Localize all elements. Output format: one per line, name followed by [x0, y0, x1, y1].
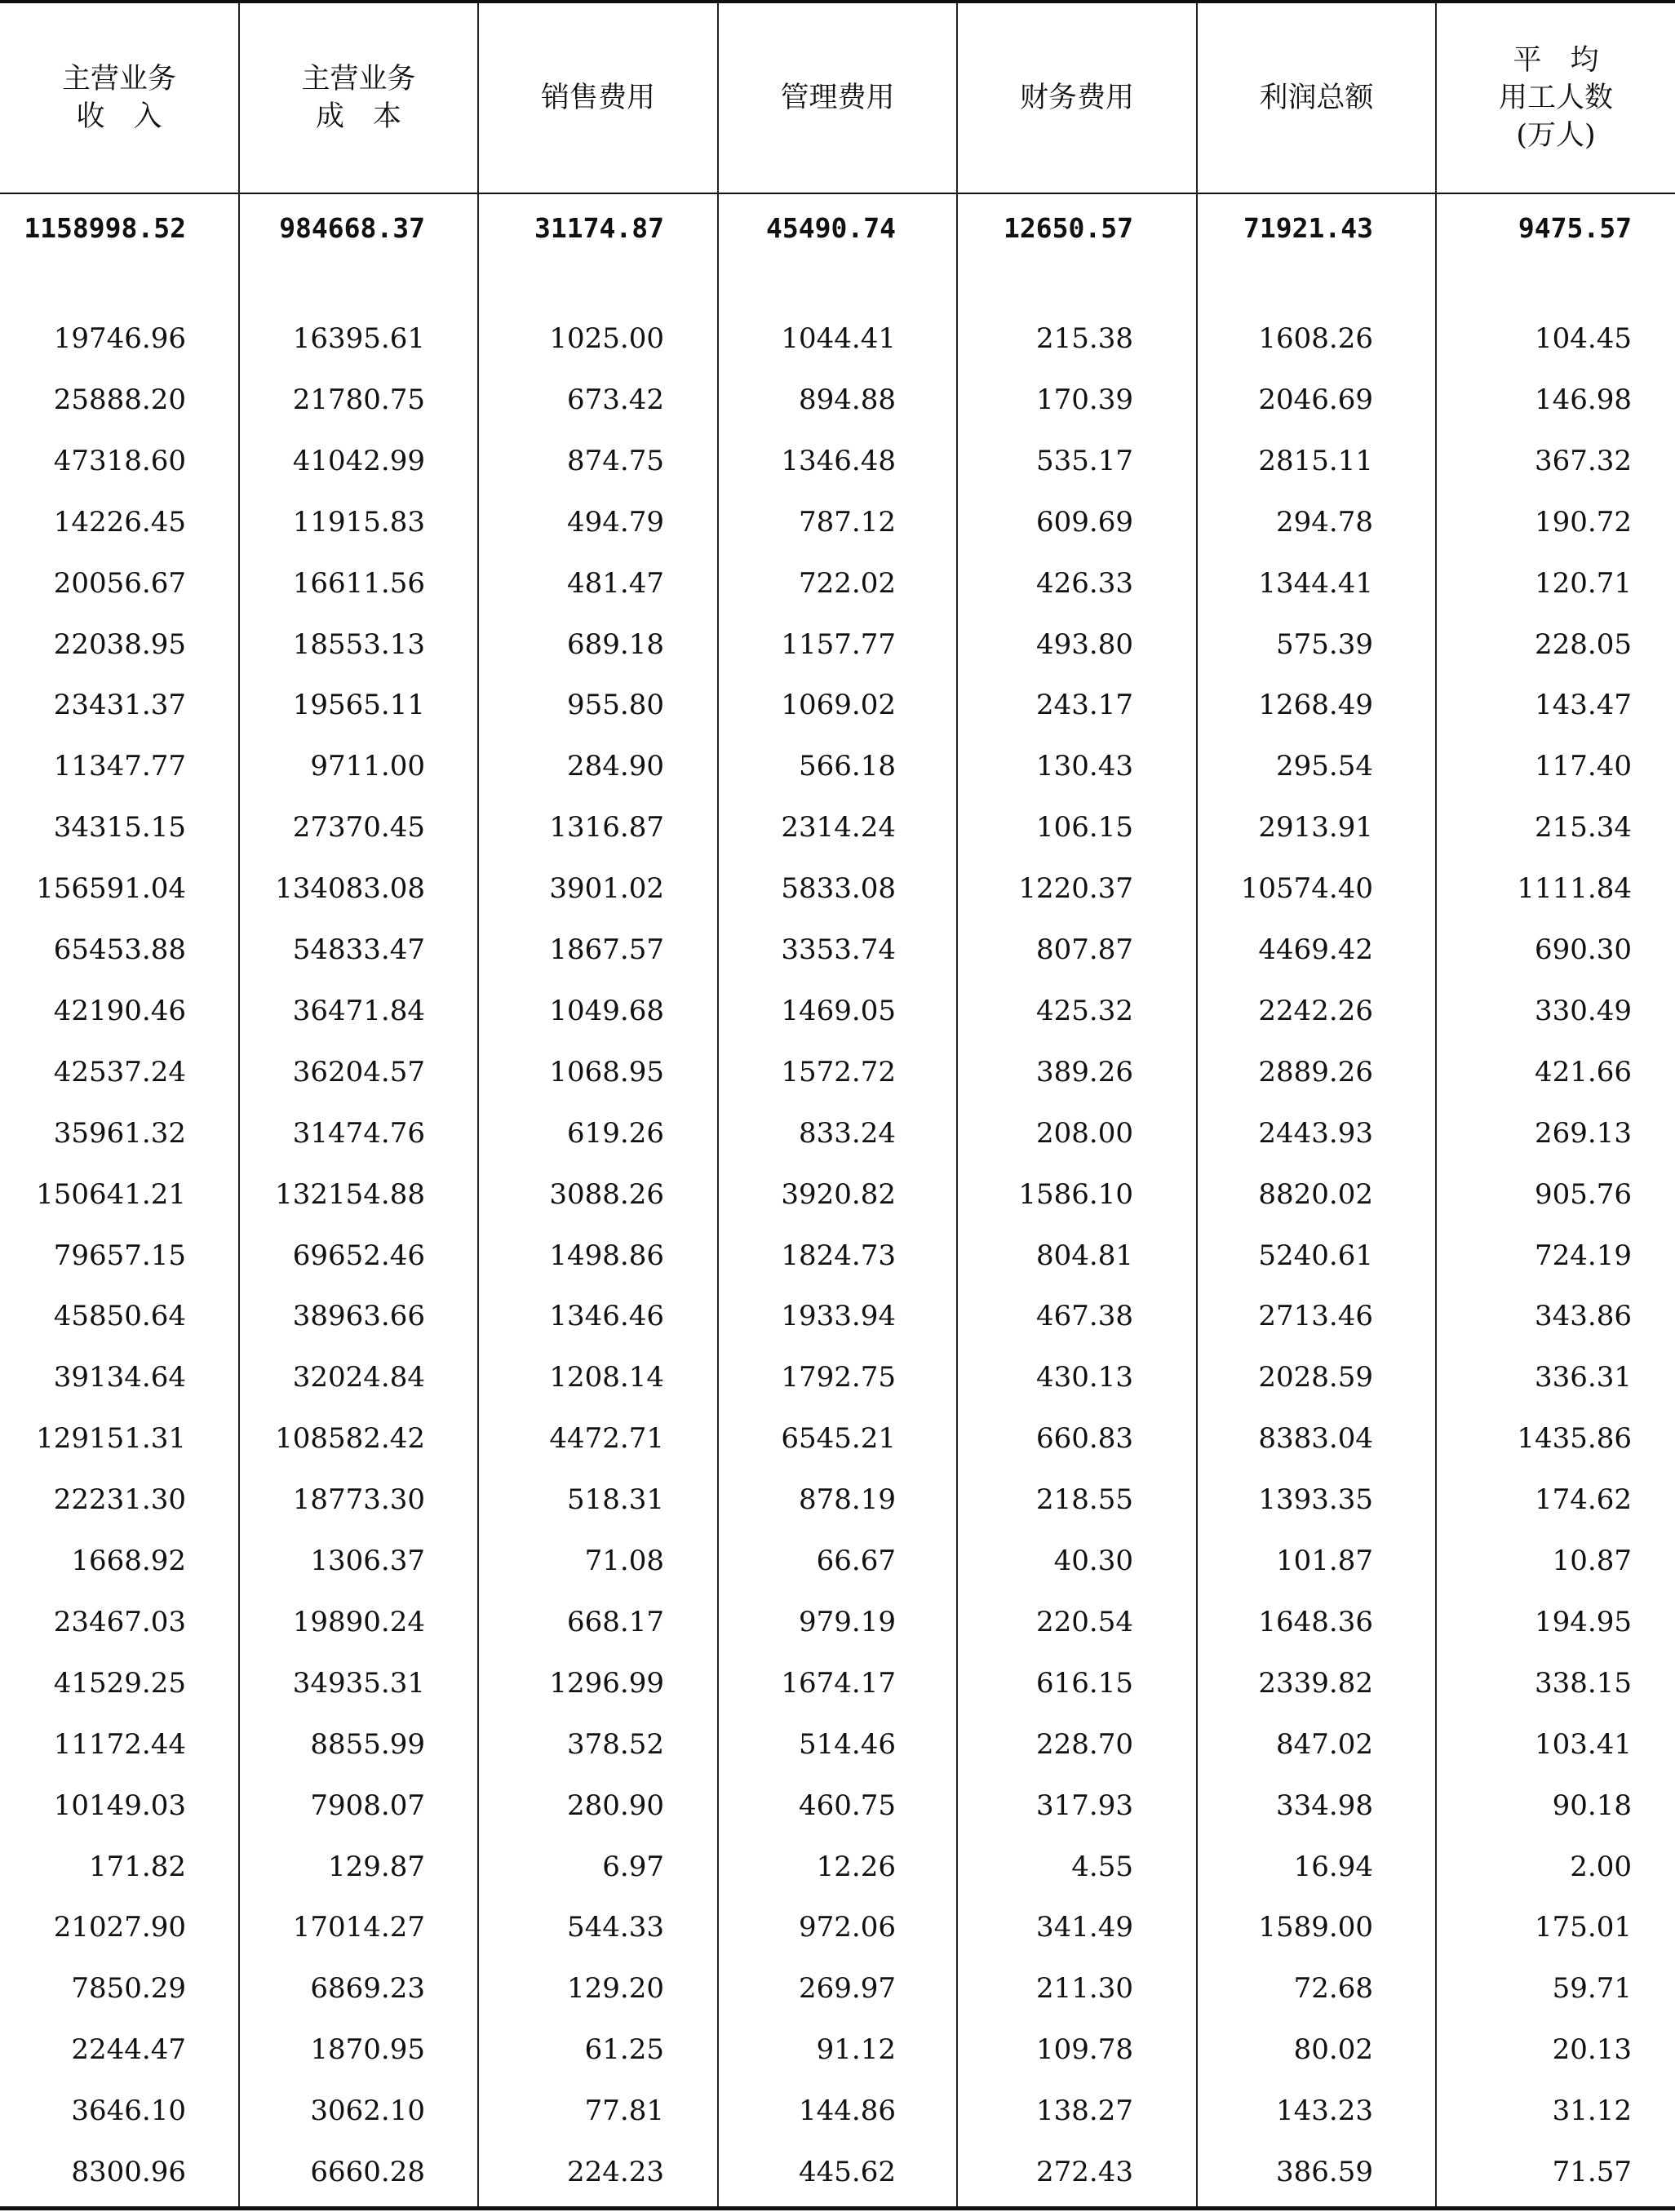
cell-financial: 211.30 [1036, 1972, 1133, 2006]
cell-cost: 19890.24 [292, 1605, 425, 1638]
cell-cost: 7908.07 [310, 1789, 425, 1822]
cell-cost: 11915.83 [292, 505, 425, 539]
cell-financial: 208.00 [1036, 1116, 1133, 1150]
cell-admin: 6545.21 [781, 1422, 896, 1456]
cell-profit: 1344.41 [1258, 566, 1373, 600]
cell-selling: 673.42 [567, 383, 664, 416]
header-admin-expense: 管理费用 [780, 82, 895, 114]
cell-financial: 341.49 [1036, 1911, 1133, 1944]
cell-selling: 61.25 [584, 2033, 664, 2067]
table-row [0, 742, 1675, 791]
cell-profit: 2339.82 [1258, 1666, 1373, 1700]
cell-revenue: 20056.67 [53, 566, 186, 600]
cell-profit: 334.98 [1276, 1789, 1373, 1822]
cell-cost: 21780.75 [292, 383, 425, 416]
table-row [0, 2025, 1675, 2074]
cell-employees: 175.01 [1535, 1911, 1632, 1944]
header-avg-employees: 平 均 用工人数 (万人) [1498, 44, 1613, 152]
cell-cost: 19565.11 [292, 689, 425, 722]
cell-profit: 2713.46 [1258, 1300, 1373, 1333]
cell-revenue: 14226.45 [53, 505, 186, 539]
cell-employees: 724.19 [1535, 1239, 1632, 1272]
table-row [0, 559, 1675, 608]
cell-cost: 18773.30 [292, 1483, 425, 1517]
cell-selling: 1049.68 [549, 994, 664, 1027]
cell-selling: 71.08 [584, 1545, 664, 1577]
cell-cost: 36471.84 [292, 994, 425, 1027]
cell-employees: 143.47 [1535, 689, 1632, 722]
cell-financial: 228.70 [1036, 1727, 1133, 1761]
cell-revenue: 7850.29 [71, 1972, 186, 2006]
cell-profit: 143.23 [1276, 2095, 1373, 2128]
cell-cost: 34935.31 [292, 1666, 425, 1700]
table-row [0, 1964, 1675, 2013]
cell-profit: 4469.42 [1258, 933, 1373, 966]
cell-employees: 1435.86 [1517, 1422, 1632, 1456]
cell-admin: 3920.82 [781, 1177, 896, 1211]
cell-selling: 1867.57 [549, 933, 664, 966]
cell-cost: 984668.37 [279, 212, 425, 244]
cell-revenue: 11347.77 [53, 750, 186, 783]
cell-admin: 1469.05 [781, 994, 896, 1027]
cell-financial: 609.69 [1036, 505, 1133, 539]
cell-profit: 10574.40 [1240, 872, 1373, 906]
cell-employees: 104.45 [1535, 322, 1632, 355]
table-row [0, 437, 1675, 485]
header-bottom-rule [0, 193, 1675, 194]
cell-admin: 972.06 [799, 1911, 896, 1944]
cell-cost: 129.87 [328, 1850, 425, 1883]
cell-profit: 847.02 [1276, 1727, 1373, 1761]
cell-employees: 367.32 [1535, 444, 1632, 477]
cell-financial: 317.93 [1036, 1789, 1133, 1822]
cell-financial: 493.80 [1036, 627, 1133, 661]
cell-profit: 101.87 [1276, 1545, 1373, 1577]
cell-admin: 1157.77 [781, 627, 896, 661]
cell-profit: 16.94 [1293, 1850, 1373, 1883]
cell-admin: 1044.41 [781, 322, 896, 355]
cell-financial: 616.15 [1036, 1666, 1133, 1700]
cell-cost: 36204.57 [292, 1055, 425, 1088]
cell-employees: 905.76 [1535, 1177, 1632, 1211]
header-main-revenue: 主营业务 收 入 [61, 63, 176, 133]
cell-employees: 31.12 [1552, 2095, 1632, 2128]
total-row [0, 204, 1675, 253]
cell-revenue: 39134.64 [53, 1361, 186, 1394]
cell-employees: 90.18 [1552, 1789, 1632, 1822]
table-row [0, 1353, 1675, 1402]
cell-revenue: 42537.24 [53, 1055, 186, 1088]
cell-revenue: 10149.03 [53, 1789, 186, 1822]
cell-financial: 1586.10 [1018, 1177, 1133, 1211]
cell-admin: 66.67 [816, 1545, 896, 1577]
table-row [0, 314, 1675, 363]
cell-revenue: 65453.88 [53, 933, 186, 966]
cell-employees: 336.31 [1535, 1361, 1632, 1394]
cell-admin: 45490.74 [766, 212, 896, 244]
table-row [0, 1292, 1675, 1341]
cell-revenue: 21027.90 [53, 1911, 186, 1944]
cell-admin: 91.12 [816, 2033, 896, 2067]
header-main-cost: 主营业务 成 本 [301, 63, 416, 133]
cell-cost: 9711.00 [310, 750, 425, 783]
cell-cost: 27370.45 [292, 811, 425, 844]
table-row [0, 1659, 1675, 1708]
cell-cost: 1306.37 [310, 1545, 425, 1577]
cell-revenue: 1158998.52 [24, 212, 186, 244]
cell-financial: 40.30 [1053, 1545, 1133, 1577]
cell-financial: 272.43 [1036, 2156, 1133, 2188]
cell-revenue: 1668.92 [71, 1545, 186, 1577]
cell-profit: 80.02 [1293, 2033, 1373, 2067]
table-row [0, 1536, 1675, 1585]
cell-revenue: 41529.25 [53, 1666, 186, 1700]
cell-admin: 878.19 [799, 1483, 896, 1517]
cell-cost: 32024.84 [292, 1361, 425, 1394]
cell-admin: 5833.08 [781, 872, 896, 906]
cell-cost: 41042.99 [292, 444, 425, 477]
cell-selling: 1296.99 [549, 1666, 664, 1700]
cell-selling: 1068.95 [549, 1055, 664, 1088]
cell-selling: 1025.00 [549, 322, 664, 355]
cell-revenue: 156591.04 [36, 872, 186, 906]
cell-revenue: 34315.15 [53, 811, 186, 844]
cell-admin: 833.24 [799, 1116, 896, 1150]
table-row [0, 1720, 1675, 1769]
cell-profit: 2815.11 [1258, 444, 1373, 477]
cell-profit: 1648.36 [1258, 1605, 1373, 1638]
cell-financial: 804.81 [1036, 1239, 1133, 1272]
cell-cost: 134083.08 [275, 872, 425, 906]
cell-employees: 2.00 [1570, 1850, 1632, 1883]
cell-admin: 445.62 [799, 2156, 896, 2188]
cell-profit: 1608.26 [1258, 322, 1373, 355]
cell-profit: 71921.43 [1243, 212, 1373, 244]
cell-employees: 174.62 [1535, 1483, 1632, 1517]
cell-profit: 2046.69 [1258, 383, 1373, 416]
cell-selling: 544.33 [567, 1911, 664, 1944]
cell-admin: 1069.02 [781, 689, 896, 722]
cell-admin: 12.26 [816, 1850, 896, 1883]
cell-selling: 3088.26 [549, 1177, 664, 1211]
cell-admin: 514.46 [799, 1727, 896, 1761]
cell-admin: 1792.75 [781, 1361, 896, 1394]
cell-selling: 668.17 [567, 1605, 664, 1638]
cell-financial: 170.39 [1036, 383, 1133, 416]
cell-employees: 103.41 [1535, 1727, 1632, 1761]
cell-selling: 77.81 [584, 2095, 664, 2128]
cell-financial: 218.55 [1036, 1483, 1133, 1517]
table-row [0, 1231, 1675, 1280]
cell-employees: 690.30 [1535, 933, 1632, 966]
table-row [0, 1170, 1675, 1219]
cell-employees: 228.05 [1535, 627, 1632, 661]
cell-financial: 807.87 [1036, 933, 1133, 966]
cell-selling: 481.47 [567, 566, 664, 600]
cell-employees: 215.34 [1535, 811, 1632, 844]
cell-selling: 6.97 [602, 1850, 664, 1883]
cell-revenue: 171.82 [89, 1850, 186, 1883]
cell-admin: 787.12 [799, 505, 896, 539]
table-row [0, 1781, 1675, 1830]
table-row [0, 1475, 1675, 1524]
header-selling-expense: 销售费用 [540, 82, 655, 114]
cell-profit: 1589.00 [1258, 1911, 1373, 1944]
cell-revenue: 8300.96 [71, 2156, 186, 2188]
cell-cost: 108582.42 [275, 1422, 425, 1456]
cell-profit: 1268.49 [1258, 689, 1373, 722]
cell-selling: 284.90 [567, 750, 664, 783]
table-row [0, 2148, 1675, 2196]
cell-profit: 2443.93 [1258, 1116, 1373, 1150]
cell-selling: 129.20 [567, 1972, 664, 2006]
cell-cost: 69652.46 [292, 1239, 425, 1272]
table-row [0, 925, 1675, 974]
cell-revenue: 42190.46 [53, 994, 186, 1027]
table-row [0, 1414, 1675, 1463]
cell-admin: 2314.24 [781, 811, 896, 844]
cell-selling: 874.75 [567, 444, 664, 477]
table-row [0, 2086, 1675, 2135]
cell-selling: 224.23 [567, 2156, 664, 2188]
cell-revenue: 35961.32 [53, 1116, 186, 1150]
cell-profit: 2242.26 [1258, 994, 1373, 1027]
cell-admin: 460.75 [799, 1789, 896, 1822]
cell-cost: 16611.56 [292, 566, 425, 600]
cell-admin: 1674.17 [781, 1666, 896, 1700]
table-row [0, 1598, 1675, 1647]
cell-admin: 722.02 [799, 566, 896, 600]
cell-employees: 269.13 [1535, 1116, 1632, 1150]
cell-profit: 5240.61 [1258, 1239, 1373, 1272]
cell-selling: 280.90 [567, 1789, 664, 1822]
cell-revenue: 150641.21 [36, 1177, 186, 1211]
cell-selling: 619.26 [567, 1116, 664, 1150]
cell-financial: 12650.57 [1004, 212, 1133, 244]
table-row [0, 620, 1675, 669]
cell-cost: 18553.13 [292, 627, 425, 661]
cell-cost: 17014.27 [292, 1911, 425, 1944]
cell-employees: 421.66 [1535, 1055, 1632, 1088]
cell-financial: 215.38 [1036, 322, 1133, 355]
cell-admin: 144.86 [799, 2095, 896, 2128]
cell-financial: 430.13 [1036, 1361, 1133, 1394]
cell-selling: 1346.46 [549, 1300, 664, 1333]
cell-financial: 130.43 [1036, 750, 1133, 783]
cell-profit: 294.78 [1276, 505, 1373, 539]
cell-selling: 1208.14 [549, 1361, 664, 1394]
table-row [0, 680, 1675, 729]
cell-financial: 138.27 [1036, 2095, 1133, 2128]
cell-employees: 20.13 [1552, 2033, 1632, 2067]
cell-financial: 535.17 [1036, 444, 1133, 477]
cell-admin: 566.18 [799, 750, 896, 783]
table-row [0, 986, 1675, 1035]
cell-admin: 1572.72 [781, 1055, 896, 1088]
header-financial-expense: 财务费用 [1019, 82, 1134, 114]
cell-profit: 386.59 [1276, 2156, 1373, 2188]
cell-admin: 3353.74 [781, 933, 896, 966]
cell-employees: 59.71 [1552, 1972, 1632, 2006]
cell-employees: 194.95 [1535, 1605, 1632, 1638]
cell-employees: 10.87 [1552, 1545, 1632, 1577]
cell-admin: 894.88 [799, 383, 896, 416]
cell-employees: 120.71 [1535, 566, 1632, 600]
cell-profit: 8383.04 [1258, 1422, 1373, 1456]
cell-selling: 689.18 [567, 627, 664, 661]
cell-revenue: 129151.31 [36, 1422, 186, 1456]
cell-admin: 1933.94 [781, 1300, 896, 1333]
cell-financial: 425.32 [1036, 994, 1133, 1027]
cell-admin: 269.97 [799, 1972, 896, 2006]
table-row [0, 864, 1675, 913]
cell-cost: 16395.61 [292, 322, 425, 355]
cell-employees: 146.98 [1535, 383, 1632, 416]
cell-revenue: 23467.03 [53, 1605, 186, 1638]
cell-revenue: 47318.60 [53, 444, 186, 477]
cell-financial: 106.15 [1036, 811, 1133, 844]
table-row [0, 803, 1675, 852]
cell-profit: 72.68 [1293, 1972, 1373, 2006]
cell-admin: 1824.73 [781, 1239, 896, 1272]
cell-employees: 330.49 [1535, 994, 1632, 1027]
cell-employees: 190.72 [1535, 505, 1632, 539]
cell-revenue: 25888.20 [53, 383, 186, 416]
table-row [0, 1903, 1675, 1952]
cell-profit: 1393.35 [1258, 1483, 1373, 1517]
cell-profit: 295.54 [1276, 750, 1373, 783]
table-row [0, 1109, 1675, 1158]
cell-selling: 955.80 [567, 689, 664, 722]
cell-financial: 389.26 [1036, 1055, 1133, 1088]
cell-financial: 426.33 [1036, 566, 1133, 600]
cell-revenue: 22038.95 [53, 627, 186, 661]
cell-revenue: 11172.44 [53, 1727, 186, 1761]
table-row [0, 375, 1675, 424]
cell-selling: 1316.87 [549, 811, 664, 844]
cell-cost: 38963.66 [292, 1300, 425, 1333]
cell-revenue: 79657.15 [53, 1239, 186, 1272]
table-row [0, 1048, 1675, 1097]
cell-selling: 1498.86 [549, 1239, 664, 1272]
cell-admin: 1346.48 [781, 444, 896, 477]
cell-financial: 467.38 [1036, 1300, 1133, 1333]
cell-revenue: 23431.37 [53, 689, 186, 722]
cell-profit: 2889.26 [1258, 1055, 1373, 1088]
cell-employees: 343.86 [1535, 1300, 1632, 1333]
cell-profit: 575.39 [1276, 627, 1373, 661]
cell-selling: 4472.71 [549, 1422, 664, 1456]
cell-cost: 31474.76 [292, 1116, 425, 1150]
cell-selling: 31174.87 [534, 212, 664, 244]
cell-financial: 109.78 [1036, 2033, 1133, 2067]
cell-employees: 338.15 [1535, 1666, 1632, 1700]
cell-financial: 243.17 [1036, 689, 1133, 722]
cell-selling: 518.31 [567, 1483, 664, 1517]
cell-financial: 220.54 [1036, 1605, 1133, 1638]
cell-cost: 54833.47 [292, 933, 425, 966]
cell-revenue: 45850.64 [53, 1300, 186, 1333]
cell-revenue: 3646.10 [71, 2095, 186, 2128]
cell-revenue: 2244.47 [71, 2033, 186, 2067]
cell-financial: 1220.37 [1018, 872, 1133, 906]
cell-employees: 71.57 [1552, 2156, 1632, 2188]
cell-financial: 660.83 [1036, 1422, 1133, 1456]
table-row [0, 498, 1675, 547]
cell-profit: 2913.91 [1258, 811, 1373, 844]
cell-selling: 3901.02 [549, 872, 664, 906]
cell-financial: 4.55 [1071, 1850, 1133, 1883]
table-bottom-rule [0, 2206, 1675, 2210]
cell-cost: 3062.10 [310, 2095, 425, 2128]
cell-employees: 1111.84 [1517, 872, 1632, 906]
cell-profit: 2028.59 [1258, 1361, 1373, 1394]
cell-profit: 8820.02 [1258, 1177, 1373, 1211]
cell-revenue: 19746.96 [53, 322, 186, 355]
table-row [0, 1842, 1675, 1891]
cell-cost: 132154.88 [275, 1177, 425, 1211]
cell-employees: 9475.57 [1518, 212, 1632, 244]
cell-admin: 979.19 [799, 1605, 896, 1638]
cell-cost: 1870.95 [310, 2033, 425, 2067]
cell-cost: 6660.28 [310, 2156, 425, 2188]
cell-selling: 494.79 [567, 505, 664, 539]
cell-employees: 117.40 [1535, 750, 1632, 783]
cell-selling: 378.52 [567, 1727, 664, 1761]
header-total-profit: 利润总额 [1259, 82, 1374, 114]
cell-cost: 6869.23 [310, 1972, 425, 2006]
cell-revenue: 22231.30 [53, 1483, 186, 1517]
cell-cost: 8855.99 [310, 1727, 425, 1761]
